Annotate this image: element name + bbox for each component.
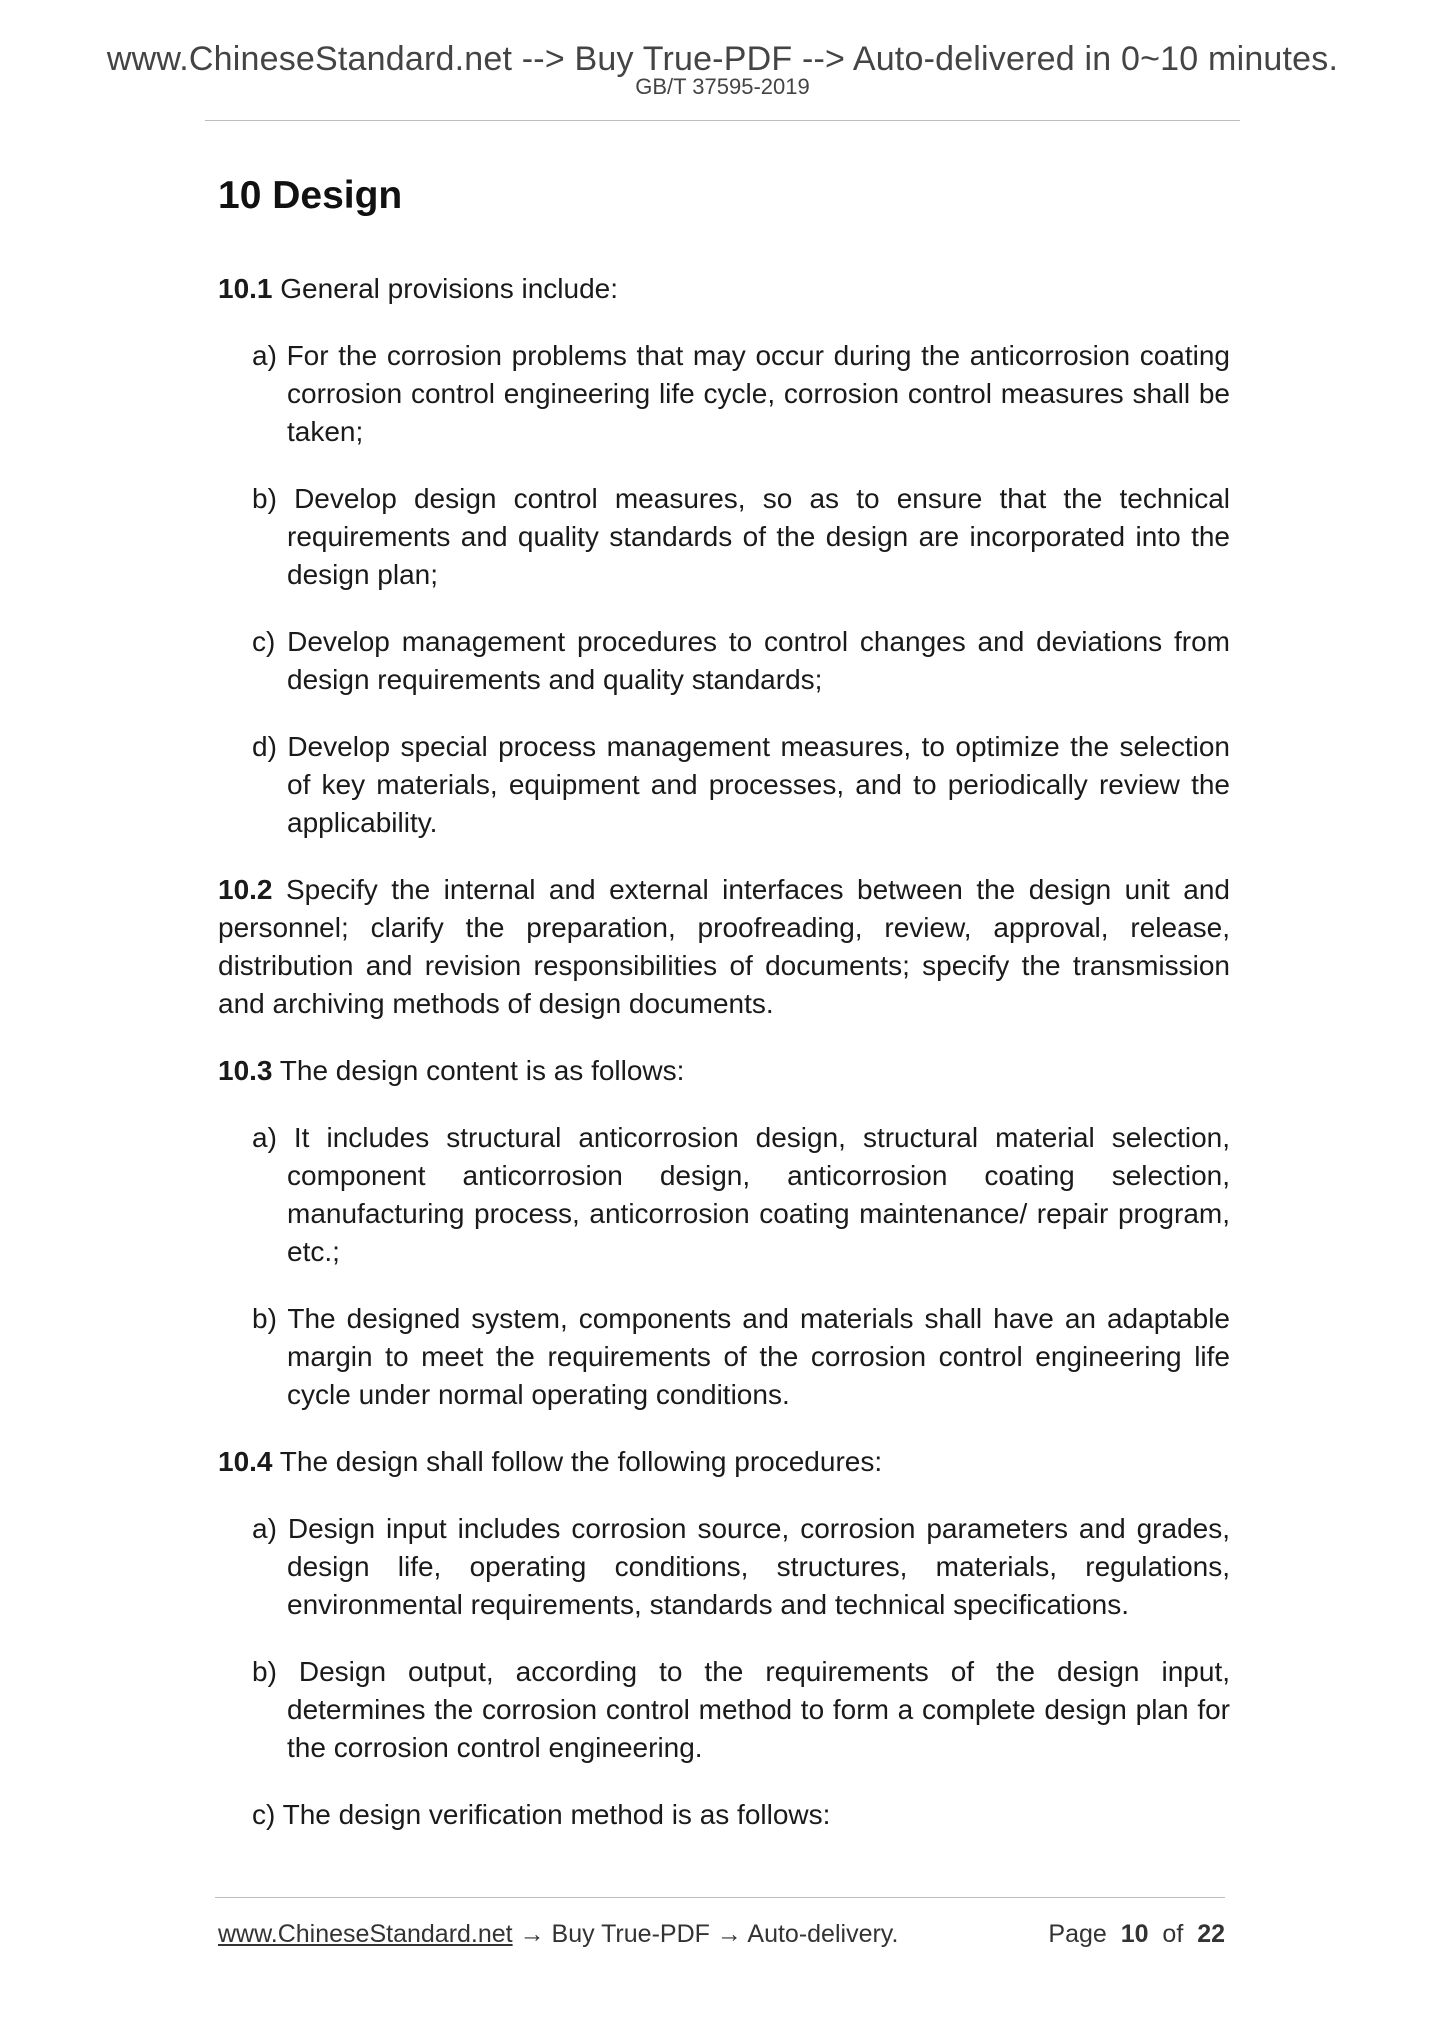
- clause-text: Specify the internal and external interfaces between the design unit and personnel; clarify the preparation, proofreading, review, approval, release, distribution and revision responsibilities of documents; specify the transmission and archiving methods of design documents.: [218, 874, 1230, 1019]
- clause-number: 10.4: [218, 1446, 273, 1477]
- document-body: [218, 160, 1230, 1834]
- list-item: c) The design verification method is as follows:: [252, 1799, 831, 1830]
- footer-divider: [215, 1897, 1225, 1898]
- clause-number: 10.3: [218, 1055, 273, 1086]
- footer-tagline: → Buy True-PDF → Auto-delivery.: [512, 1920, 899, 1948]
- header-divider: [205, 120, 1240, 121]
- site-banner: www.ChineseStandard.net --> Buy True-PDF --> Auto-delivered in 0~10 minutes.: [106, 40, 1339, 78]
- footer-site-link[interactable]: www.ChineseStandard.net: [218, 1920, 513, 1948]
- page-current: 10: [1120, 1920, 1149, 1948]
- clause-10-3: [218, 1052, 1230, 1090]
- clause-number: 10.1: [218, 273, 273, 304]
- list-item: a) For the corrosion problems that may occur during the anticorrosion coating corrosion control engineering life cycle, corrosion control measures shall be taken;: [252, 340, 1230, 447]
- list-item: a) It includes structural anticorrosion design, structural material selection, component anticorrosion design, anticorrosion coating selection, manufacturing process, anticorrosion coating maintenance/ repair program, etc.;: [252, 1122, 1230, 1267]
- list-item: c) Develop management procedures to control changes and deviations from design requirements and quality standards;: [252, 626, 1230, 695]
- list-item: b) Develop design control measures, so as to ensure that the technical requirements and quality standards of the design are incorporated into the design plan;: [252, 483, 1230, 590]
- clause-10-2: [218, 871, 1230, 1023]
- clause-10-1: [218, 270, 1230, 308]
- clause-10-4: [218, 1443, 1230, 1481]
- page-total: 22: [1197, 1920, 1225, 1948]
- list-item: b) The designed system, components and materials shall have an adaptable margin to meet the requirements of the corrosion control engineering life cycle under normal operating conditions.: [252, 1303, 1230, 1410]
- list-item: a) Design input includes corrosion source, corrosion parameters and grades, design life, operating conditions, structures, materials, regulations, environmental requirements, standards and technical specifications.: [252, 1513, 1230, 1620]
- standard-code: GB/T 37595-2019: [635, 74, 810, 99]
- list-item: d) Develop special process management measures, to optimize the selection of key materials, equipment and processes, and to periodically review the applicability.: [252, 731, 1230, 838]
- clause-text: The design content is as follows:: [272, 1055, 685, 1086]
- page-indicator: [1048, 1918, 1225, 1950]
- list-item: b) Design output, according to the requirements of the design input, determines the corrosion control method to form a complete design plan for the corrosion control engineering.: [252, 1656, 1230, 1763]
- page-of: of: [1162, 1920, 1184, 1948]
- clause-text: General provisions include:: [272, 273, 619, 304]
- clause-number: 10.2: [218, 874, 273, 905]
- section-title: 10 Design: [218, 174, 403, 217]
- page-label: Page: [1048, 1920, 1107, 1948]
- page-footer: [218, 1918, 1225, 1950]
- clause-text: The design shall follow the following procedures:: [272, 1446, 883, 1477]
